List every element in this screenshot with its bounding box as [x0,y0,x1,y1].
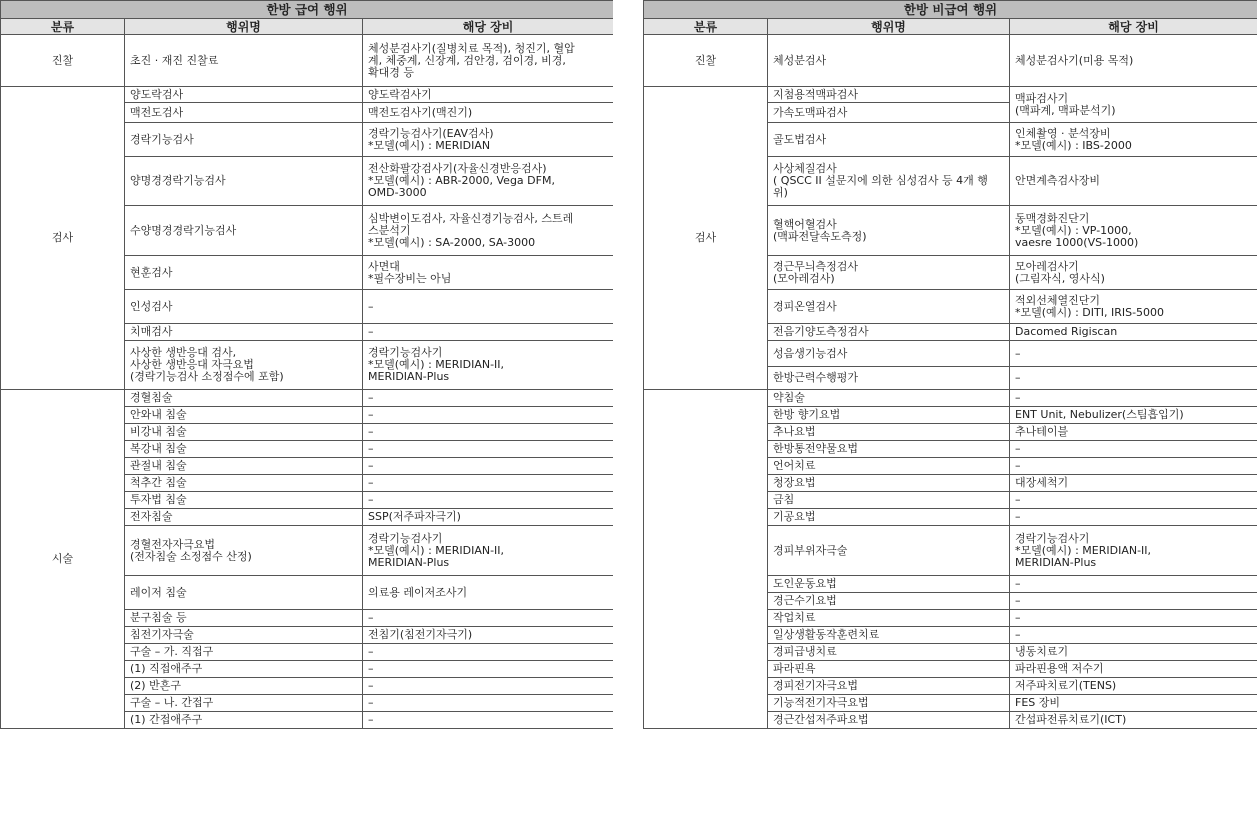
procedure-name-cell: 경피부위자극술 [768,526,1010,576]
column-header-procedure: 행위명 [768,19,1010,35]
procedure-name-cell: 언어치료 [768,458,1010,475]
equipment-cell: 냉동치료기 [1010,644,1257,661]
equipment-cell: – [363,458,614,475]
procedure-name-cell: 약침술 [768,390,1010,407]
procedure-name-cell: 경피급냉치료 [768,644,1010,661]
equipment-cell: – [1010,509,1257,526]
procedure-name-cell: 경혈침술 [125,390,363,407]
equipment-cell: – [363,492,614,509]
equipment-cell: 대장세척기 [1010,475,1257,492]
procedure-name-cell: 양도락검사 [125,87,363,103]
procedure-name-cell: 분구침술 등 [125,610,363,627]
equipment-cell: – [363,475,614,492]
procedure-name-cell: 기공요법 [768,509,1010,526]
equipment-cell: – [1010,341,1257,367]
right-panel-non-covered-treatments [643,0,1257,836]
equipment-cell: 맥파검사기 (맥파계, 맥파분석기) [1010,87,1257,123]
procedure-name-cell: 안와내 침술 [125,407,363,424]
equipment-cell: 경락기능검사기 *모델(예시) : MERIDIAN-II, MERIDIAN-Plus [363,341,614,390]
equipment-cell: – [1010,367,1257,390]
equipment-cell: 심박변이도검사, 자율신경기능검사, 스트레 스분석기 *모델(예시) : SA-2000, SA-3000 [363,206,614,256]
procedure-name-cell: 경피전기자극요법 [768,678,1010,695]
procedure-name-cell: 한방근력수행평가 [768,367,1010,390]
covered-treatments-table [0,0,613,729]
procedure-name-cell: 한방 향기요법 [768,407,1010,424]
category-cell: 시술 [1,390,125,729]
equipment-cell: – [363,661,614,678]
column-header-equipment: 해당 장비 [1010,19,1257,35]
equipment-cell: – [363,424,614,441]
table-row [644,35,1257,87]
equipment-cell: – [1010,576,1257,593]
procedure-name-cell: 일상생활동작훈련치료 [768,627,1010,644]
equipment-cell: – [1010,441,1257,458]
procedure-name-cell: 청장요법 [768,475,1010,492]
category-cell: 진찰 [1,35,125,87]
procedure-name-cell: 한방통전약물요법 [768,441,1010,458]
equipment-cell: 체성분검사기(미용 목적) [1010,35,1257,87]
equipment-cell: – [363,610,614,627]
procedure-name-cell: 양명경경락기능검사 [125,157,363,206]
procedure-name-cell: 치매검사 [125,324,363,341]
equipment-cell: FES 장비 [1010,695,1257,712]
procedure-name-cell: 관절내 침술 [125,458,363,475]
equipment-cell: – [363,390,614,407]
equipment-cell: – [1010,390,1257,407]
equipment-cell: 전침기(침전기자극기) [363,627,614,644]
procedure-name-cell: 구술 – 나. 간접구 [125,695,363,712]
procedure-name-cell: 작업치료 [768,610,1010,627]
equipment-cell: – [1010,492,1257,509]
procedure-name-cell: 경락기능검사 [125,123,363,157]
procedure-name-cell: 척추간 침술 [125,475,363,492]
procedure-name-cell: 추나요법 [768,424,1010,441]
equipment-cell: 경락기능검사기 *모델(예시) : MERIDIAN-II, MERIDIAN-Plus [363,526,614,576]
procedure-name-cell: 지첨용적맥파검사 [768,87,1010,103]
procedure-name-cell: 사상체질검사 ( QSCC II 설문지에 의한 심성검사 등 4개 행 위) [768,157,1010,206]
procedure-name-cell: 경근무늬측정검사 (모아레검사) [768,256,1010,290]
procedure-name-cell: 비강내 침술 [125,424,363,441]
procedure-name-cell: 경근간섭저주파요법 [768,712,1010,729]
equipment-cell: 경락기능검사기(EAV검사) *모델(예시) : MERIDIAN [363,123,614,157]
equipment-cell: 저주파치료기(TENS) [1010,678,1257,695]
non-covered-treatments-table [643,0,1257,729]
category-cell: 진찰 [644,35,768,87]
equipment-cell: – [363,678,614,695]
category-cell [644,390,768,729]
equipment-cell: 의료용 레이저조사기 [363,576,614,610]
table-row [1,87,614,103]
table-row [644,390,1257,407]
procedure-name-cell: 구술 – 가. 직접구 [125,644,363,661]
equipment-cell: – [1010,458,1257,475]
procedure-name-cell: (2) 반흔구 [125,678,363,695]
equipment-cell: 인체촬영 · 분석장비 *모델(예시) : IBS-2000 [1010,123,1257,157]
equipment-cell: – [363,407,614,424]
equipment-cell: 동맥경화진단기 *모델(예시) : VP-1000, vaesre 1000(VS-1000) [1010,206,1257,256]
procedure-name-cell: 골도법검사 [768,123,1010,157]
procedure-name-cell: 경근수기요법 [768,593,1010,610]
equipment-cell: 체성분검사기(질병치료 목적), 청진기, 혈압 계, 체중계, 신장계, 검안경, 검이경, 비경, 확대경 등 [363,35,614,87]
procedure-name-cell: 레이저 침술 [125,576,363,610]
equipment-cell: 맥전도검사기(맥진기) [363,103,614,123]
equipment-cell: – [363,644,614,661]
procedure-name-cell: 전자침술 [125,509,363,526]
procedure-name-cell: 혈핵어혈검사 (맥파전달속도측정) [768,206,1010,256]
equipment-cell: – [1010,610,1257,627]
equipment-cell: – [363,441,614,458]
equipment-cell: 적외선체열진단기 *모델(예시) : DITI, IRIS-5000 [1010,290,1257,324]
procedure-name-cell: 현훈검사 [125,256,363,290]
equipment-cell: 파라핀용액 저수기 [1010,661,1257,678]
table-row [644,87,1257,103]
procedure-name-cell: 경피온열검사 [768,290,1010,324]
procedure-name-cell: 침전기자극술 [125,627,363,644]
equipment-cell: 추나테이블 [1010,424,1257,441]
procedure-name-cell: 파라핀욕 [768,661,1010,678]
procedure-name-cell: (1) 간접애주구 [125,712,363,729]
equipment-cell: – [363,712,614,729]
table-title: 한방 비급여 행위 [644,1,1257,19]
equipment-cell: 사면대 *필수장비는 아님 [363,256,614,290]
procedure-name-cell: 복강내 침술 [125,441,363,458]
equipment-cell: 전산화팔강검사기(자율신경반응검사) *모델(예시) : ABR-2000, Vega DFM, OMD-3000 [363,157,614,206]
equipment-cell: 모아레검사기 (그림자식, 영사식) [1010,256,1257,290]
procedure-name-cell: 기능적전기자극요법 [768,695,1010,712]
procedure-name-cell: 맥전도검사 [125,103,363,123]
table-row [1,390,614,407]
procedure-name-cell: 성음생기능검사 [768,341,1010,367]
procedure-name-cell: 투자법 침술 [125,492,363,509]
equipment-cell: – [1010,593,1257,610]
category-cell: 검사 [1,87,125,390]
procedure-name-cell: 전음기양도측정검사 [768,324,1010,341]
equipment-cell: – [363,324,614,341]
left-panel-covered-treatments [0,0,613,836]
procedure-name-cell: 금침 [768,492,1010,509]
equipment-cell: 안면계측검사장비 [1010,157,1257,206]
equipment-cell: 양도락검사기 [363,87,614,103]
table-row [1,35,614,87]
equipment-cell: – [363,695,614,712]
equipment-cell: Dacomed Rigiscan [1010,324,1257,341]
procedure-name-cell: 수양명경경락기능검사 [125,206,363,256]
equipment-cell: – [1010,627,1257,644]
equipment-cell: – [363,290,614,324]
procedure-name-cell: 체성분검사 [768,35,1010,87]
table-title: 한방 급여 행위 [1,1,614,19]
category-cell: 검사 [644,87,768,390]
column-header-procedure: 행위명 [125,19,363,35]
procedure-name-cell: 초진 · 재진 진찰료 [125,35,363,87]
column-header-equipment: 해당 장비 [363,19,614,35]
procedure-name-cell: 인성검사 [125,290,363,324]
procedure-name-cell: 도인운동요법 [768,576,1010,593]
equipment-cell: SSP(저주파자극기) [363,509,614,526]
procedure-name-cell: 가속도맥파검사 [768,103,1010,123]
procedure-name-cell: 사상한 생반응대 검사, 사상한 생반응대 자극요법 (경락기능검사 소정점수에 포함) [125,341,363,390]
procedure-name-cell: (1) 직접애주구 [125,661,363,678]
equipment-cell: 간섭파전류치료기(ICT) [1010,712,1257,729]
procedure-name-cell: 경혈전자자극요법 (전자침술 소정점수 산정) [125,526,363,576]
equipment-cell: ENT Unit, Nebulizer(스팀흡입기) [1010,407,1257,424]
column-header-category: 분류 [644,19,768,35]
column-header-category: 분류 [1,19,125,35]
equipment-cell: 경락기능검사기 *모델(예시) : MERIDIAN-II, MERIDIAN-Plus [1010,526,1257,576]
